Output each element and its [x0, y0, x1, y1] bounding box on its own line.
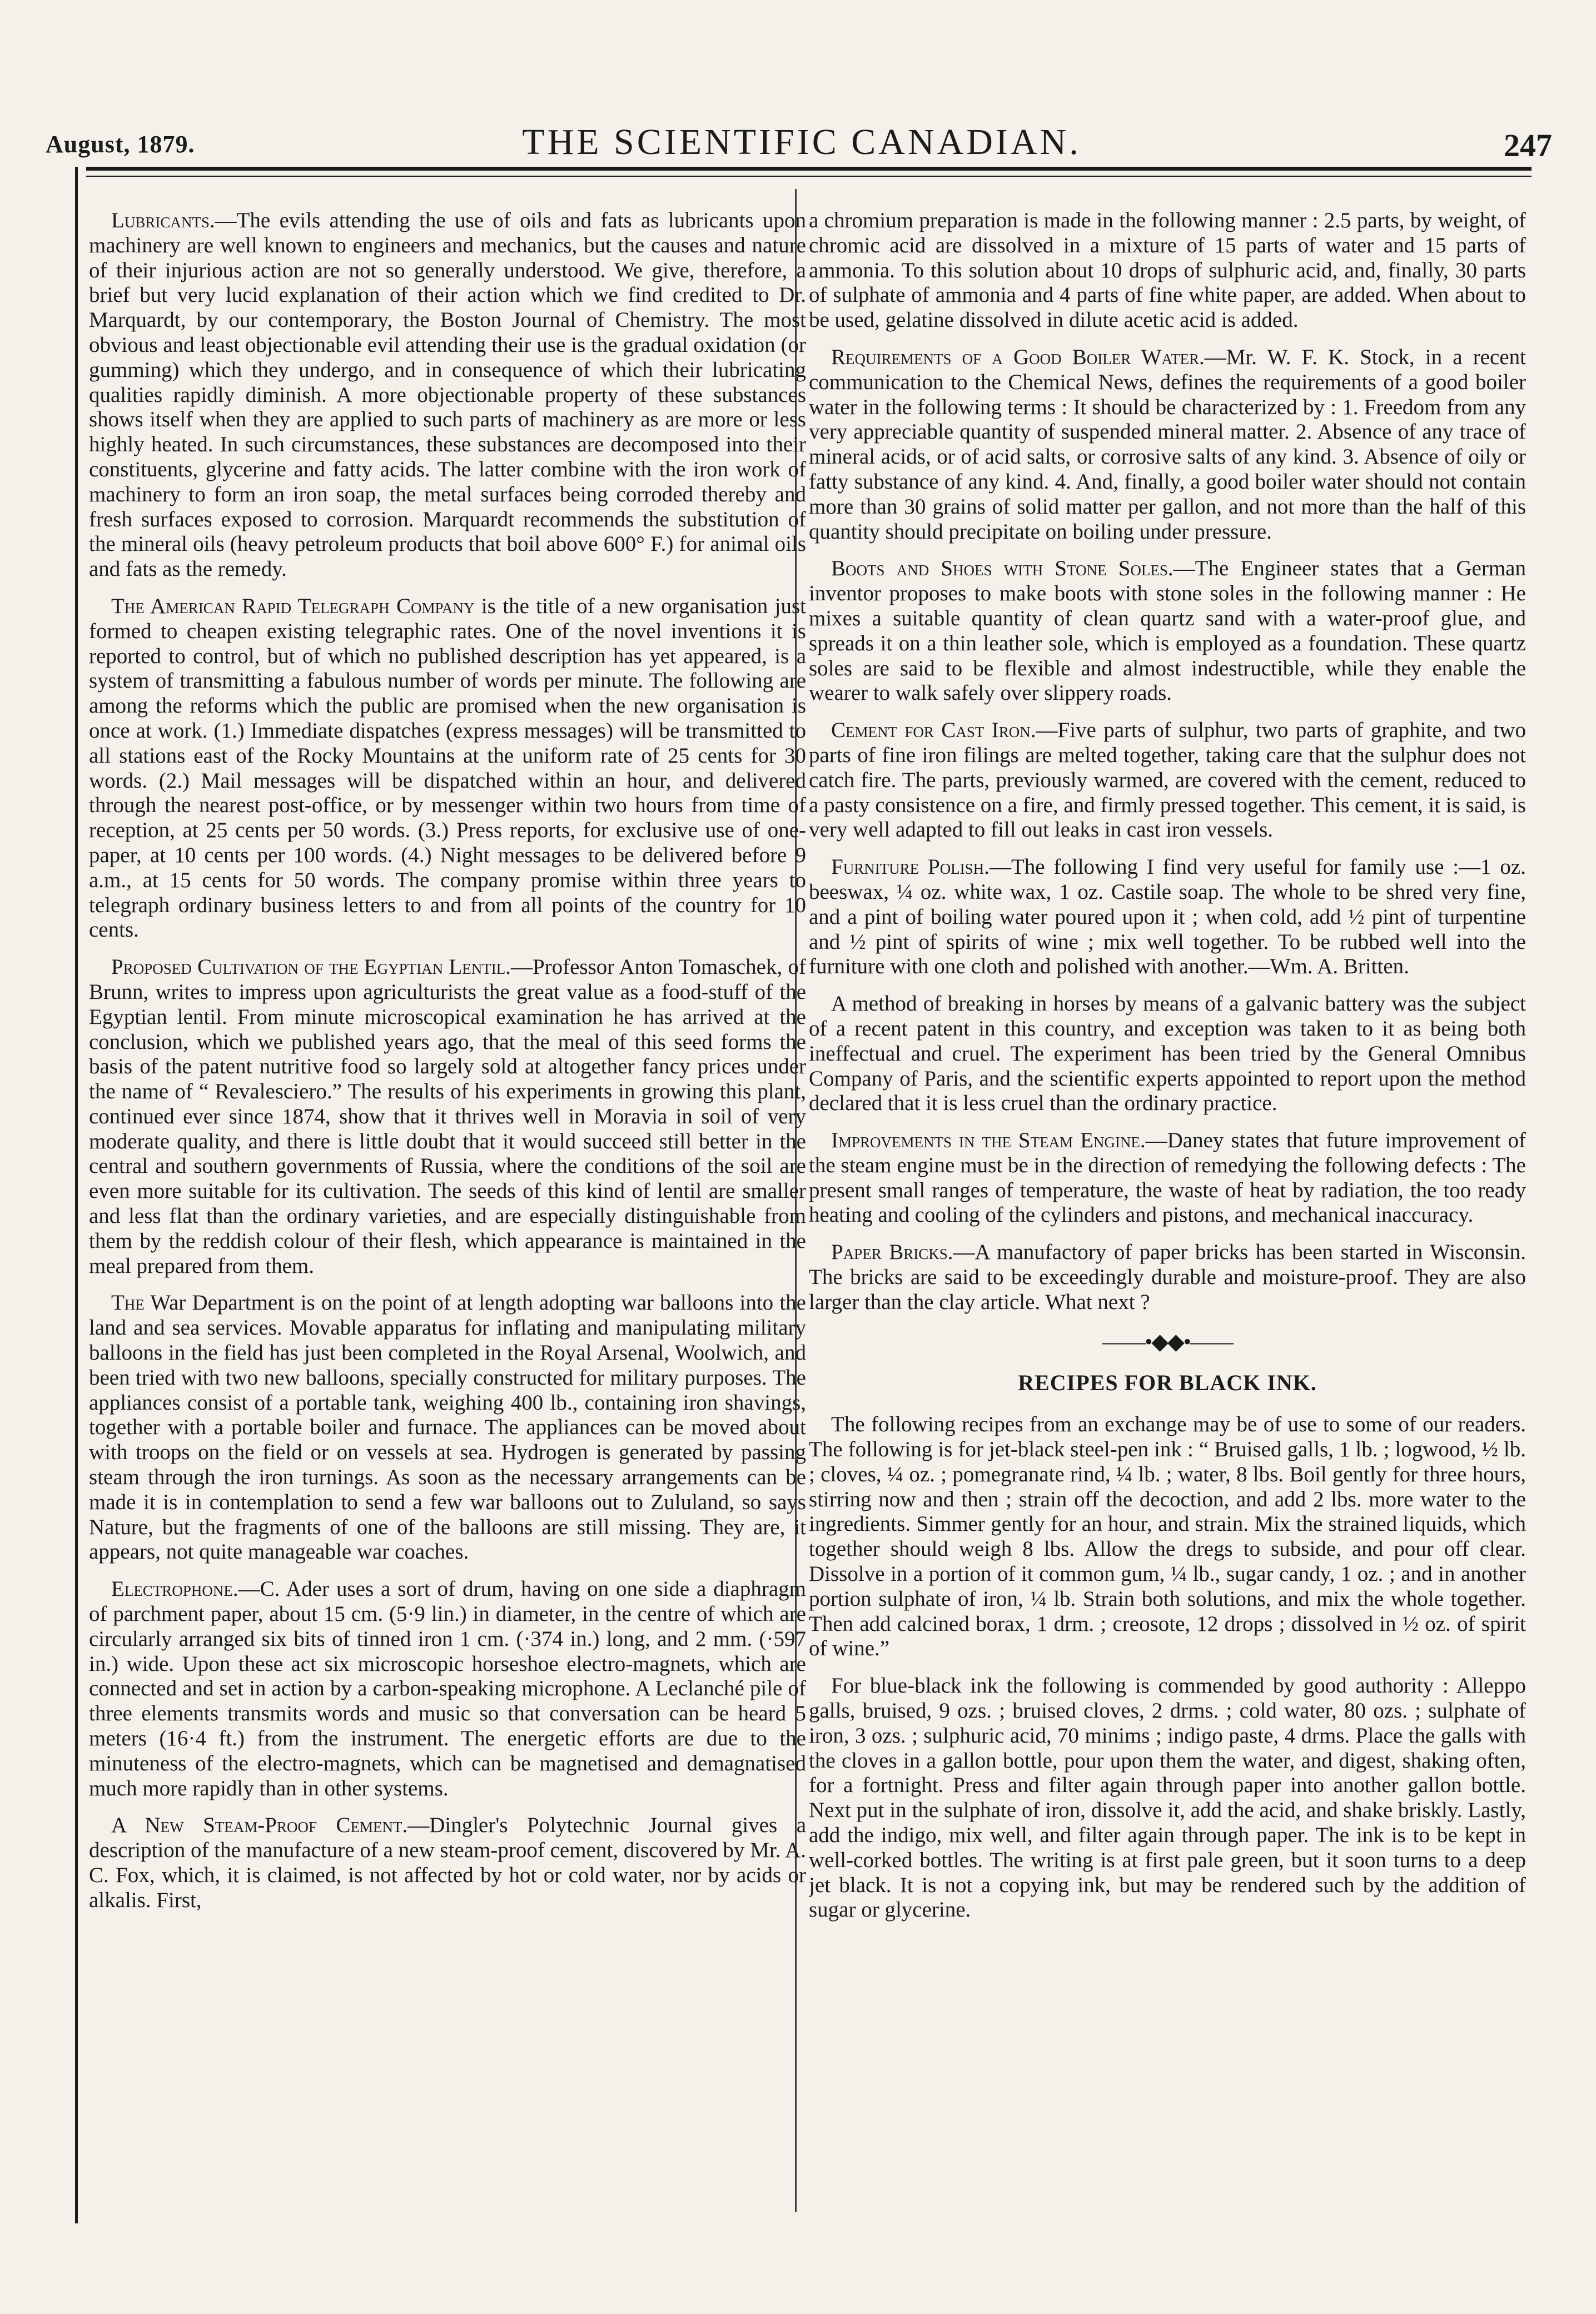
page-number: 247 [1504, 127, 1552, 163]
article-lead: Cement for Cast Iron. [831, 718, 1036, 743]
article-body: a chromium preparation is made in the following manner : 2.5 parts, by weight, of chromic acid are dissolved in a mixture of 15 parts of water and 15 parts of ammonia. To this solution about 10 drops of sulphuric acid, and, finally, 30 parts of sulphate of ammonia and 4 parts of fine white paper, are added. When about to be used, gelatine dissolved in dilute acetic acid is added. [809, 208, 1526, 332]
header-rule-thin [86, 176, 1532, 177]
article-lubricants [89, 208, 806, 582]
article-body: —Daney states that future improvement of the steam engine must be in the direction of remedying the following defects : The present small ranges of temperature, the waste of heat by radiation, the too ready heating and cooling of the cylinders and pistons, and mechanical inaccuracy. [809, 1128, 1526, 1227]
article-electrophone [89, 1577, 806, 1801]
article-body: —Five parts of sulphur, two parts of graphite, and two parts of fine iron filings are melted together, taking care that the sulphur does not catch fire. The parts, previously warmed, are covered with the cement, reduced to a pasty consistence on a fire, and firmly pressed together. This cement, it is said, is very well adapted to fill out leaks in cast iron vessels. [809, 718, 1526, 842]
article-body: is the title of a new organisation just formed to cheapen existing telegraphic rates. One of the novel inventions it is reported to control, but of which no published description has yet appeared, is a system of transmitting a fabulous number of words per minute. The following are among the reforms which the public are promised when the new organisation is once at work. (1.) Immediate dispatches (express messages) will be transmitted to all stations east of the Rocky Mountains at the uniform rate of 25 cents for 30 words. (2.) Mail messages will be dispatched within an hour, and delivered through the nearest post-office, or by messenger within two hours from time of reception, at 25 cents per 50 words. (3.) Press reports, for exclusive use of one-paper, at 10 cents per 100 words. (4.) Night messages to be delivered before 9 a.m., at 15 cents for 50 words. The company promise within three years to telegraph ordinary business letters to and from all points of the country for 10 cents. [89, 594, 806, 942]
recipe-jet-black-ink: The following recipes from an exchange may be of use to some of our readers. The following is for jet-black steel-pen ink : “ Bruised galls, 1 lb. ; logwood, ½ lb. ; cloves, ¼ oz. ; pomegranate rind, ¼ lb. ; water, 8 lbs. Boil gently for three hours, stirring now and then ; strain off the decoction, and add 2 lbs. more water to the ingredients. Simmer gently for an hour, and strain. Mix the strained liquids, which together should weigh 8 lbs. Allow the dregs to subside, and pour off clear. Dissolve in a portion of it common gum, ¼ lb., sugar candy, 1 oz. ; and in another portion sulphate of iron, ¼ lb. Strain both solutions, and mix the whole together. Then add calcined borax, 1 drm. ; creosote, 12 drops ; dissolved in ½ oz. of spirit of wine.” [809, 1412, 1526, 1661]
page-header [46, 117, 1558, 167]
article-steam-engine [809, 1128, 1526, 1228]
article-body: —Mr. W. F. K. Stock, in a recent communication to the Chemical News, defines the requirements of a good boiler water in the following terms : It should be characterized by : 1. Freedom from any very appreciable quantity of suspended mineral matter. 2. Absence of any trace of mineral acids, or of acid salts, or corrosive salts of any kind. 3. Absence of oily or fatty substance of any kind. 4. And, finally, a good boiler water should not contain more than 30 grains of solid matter per gallon, and not more than the half of this quantity should precipitate on boiling under pressure. [809, 345, 1526, 544]
article-lead: Requirements of a Good Boiler Water. [831, 345, 1205, 369]
right-column [809, 208, 1526, 2221]
article-rapid-telegraph [89, 594, 806, 943]
article-body: —A manufactory of paper bricks has been started in Wisconsin. The bricks are said to be exceedingly durable and moisture-proof. They are also larger than the clay article. What next ? [809, 1240, 1526, 1314]
article-body: —The following I find very useful for family use :—1 oz. beeswax, ¼ oz. white wax, 1 oz. Castile soap. The whole to be shred very fine, and a pint of boiling water poured upon it ; when cold, add ½ pint of turpentine and ½ pint of spirits of wine ; mix well together. To be rubbed well into the furniture with one cloth and polished with another.—Wm. A. Britten. [809, 855, 1526, 979]
article-lead: Improvements in the Steam Engine. [831, 1128, 1146, 1153]
article-lead: Paper Bricks. [831, 1240, 953, 1265]
article-body: War Department is on the point of at length adopting war balloons into the land and sea services. Movable apparatus for inflating and manipulating military balloons in the field has just been completed in the Royal Arsenal, Woolwich, and been tried with two new balloons, specially constructed for military purposes. The appliances consist of a portable tank, weighing 400 lb., containing iron shavings, together with a portable boiler and furnace. The appliances can be moved about with troops on the field or on vessels at sea. Hydrogen is generated by passing steam through the iron turnings. As soon as the necessary arrangements can be made it is in contemplation to send a few war balloons out to Zululand, so says Nature, but the fragments of one of the balloons are still missing. They are, it appears, not quite manageable war coaches. [89, 1291, 806, 1564]
article-body: —The Engineer states that a German inventor proposes to make boots with stone soles in the following manner : He mixes a suitable quantity of clean quartz sand with a water-proof glue, and spreads it on a thin leather sole, which is employed as a foundation. These quartz soles are said to be flexible and almost indestructible, while they enable the wearer to walk safely over slippery roads. [809, 556, 1526, 705]
article-body: —C. Ader uses a sort of drum, having on one side a diaphragm of parchment paper, about 15 cm. (5·9 lin.) in diameter, in the centre of which are circularly arranged six bits of tinned iron 1 cm. (·374 in.) long, and 2 mm. (·597 in.) wide. Upon these act six microscopic horseshoe electro-magnets, which are connected and set in action by a carbon-speaking microphone. A Leclanché pile of three elements transmits words and music so that conversation can be heard 5 meters (16·4 ft.) from the instrument. The energetic efforts are due to the minuteness of the electro-magnets, which can be magnetised and demagnatised much more rapidly than in other systems. [89, 1577, 806, 1800]
article-lead: Furniture Polish. [831, 855, 990, 879]
article-egyptian-lentil [89, 955, 806, 1278]
article-war-balloons [89, 1291, 806, 1565]
article-steam-proof-cement [89, 1813, 806, 1913]
article-boiler-water [809, 345, 1526, 544]
header-rule-thick [86, 167, 1532, 171]
article-furniture-polish [809, 855, 1526, 979]
issue-date: August, 1879. [46, 131, 195, 158]
article-body: —Professor Anton Tomaschek, of Brunn, writes to impress upon agriculturists the great value as a food-stuff of the Egyptian lentil. From minute microscopical examination he has arrived at the conclusion, which we published years ago, that the meal of this seed forms the basis of the patent nutritive food so largely sold at altogether fancy prices under the name of “ Revalesciero.” The results of his experiments in growing this plant, continued ever since 1874, show that it thrives well in Moravia in soil of very moderate quality, and there is little doubt that it would succeed still better in the central and southern governments of Russia, where the conditions of the soil are even more suitable for its cultivation. The seeds of this kind of lentil are smaller and less flat than the ordinary varieties, and are especially distinguishable from them by the reddish colour of their flesh, which appearance is maintained in the meal prepared from them. [89, 955, 806, 1278]
article-lead: Electrophone. [111, 1577, 238, 1601]
article-stone-soles [809, 556, 1526, 706]
article-body: A method of breaking in horses by means of a galvanic battery was the subject of a recent patent in this country, and exception was taken to it as being both ineffectual and cruel. The experiment has been tried by the General Omnibus Company of Paris, and the scientific experts appointed to report upon the method declared that it is less cruel than the ordinary practice. [809, 992, 1526, 1116]
article-lead: Boots and Shoes with Stone Soles. [831, 556, 1174, 581]
article-body: —Dingler's Polytechnic Journal gives a description of the manufacture of a new steam-proof cement, discovered by Mr. A. C. Fox, which, it is claimed, is not affected by hot or cold water, nor by acids or alkalis. First, [89, 1813, 806, 1912]
recipe-blue-black-ink: For blue-black ink the following is commended by good authority : Alleppo galls, bruised, 9 ozs. ; bruised cloves, 2 drms. ; cold water, 80 ozs. ; sulphate of iron, 3 ozs. ; sulphuric acid, 70 minims ; indigo paste, 4 drms. Place the galls with the cloves in a gallon bottle, pour upon them the water, and digest, shaking often, for a fortnight. Press and filter again through paper into another gallon bottle. Next put in the sulphate of iron, dissolve it, add the acid, and shake briskly. Lastly, add the indigo, mix well, and filter again through paper. The ink is to be kept in well-corked bottles. The writing is at first pale green, but it soon turns to a deep jet black. It is not a copying ink, but may be rendered such by the addition of sugar or glycerine. [809, 1674, 1526, 1922]
article-cement-continued [809, 208, 1526, 333]
article-lead: Lubricants. [111, 208, 215, 232]
article-lead: A New Steam-Proof Cement. [111, 1813, 408, 1838]
article-cast-iron-cement [809, 718, 1526, 843]
article-lead: The American Rapid Telegraph Company [111, 594, 475, 618]
article-paper-bricks [809, 1240, 1526, 1315]
left-column [89, 208, 806, 2221]
article-body: —The evils attending the use of oils and fats as lubricants upon machinery are well known to engineers and mechanics, but the causes and nature of their injurious action are not so generally understood. We give, therefore, a brief but very lucid explanation of their action which we find credited to Dr. Marquardt, by our contemporary, the Boston Journal of Chemistry. The most obvious and least objectionable evil attending their use is the gradual oxidation (or gumming) which they undergo, and in consequence of which their lubricating qualities rapidly diminish. A more objectionable property of these substances shows itself when they are applied to such parts of machinery as are more or less highly heated. In such circumstances, these substances are decomposed into their constituents, glycerine and fatty acids. The latter combine with the iron work of machinery to form an iron soap, the metal surfaces being corroded thereby and fresh surfaces exposed to corrosion. Marquardt recommends the substitution of the mineral oils (heavy petroleum products that boil above 600° F.) for animal oils and fats as the remedy. [89, 208, 806, 581]
recipes-heading: RECIPES FOR BLACK INK. [1018, 1370, 1317, 1396]
ornamental-separator: ——•◆◆•—— [1102, 1328, 1232, 1354]
article-lead: Proposed Cultivation of the Egyptian Lentil. [111, 955, 511, 979]
left-frame-rule [75, 167, 78, 2223]
article-galvanic-horses [809, 992, 1526, 1116]
publication-title: THE SCIENTIFIC CANADIAN. [522, 122, 1081, 162]
article-lead: The [111, 1291, 145, 1315]
